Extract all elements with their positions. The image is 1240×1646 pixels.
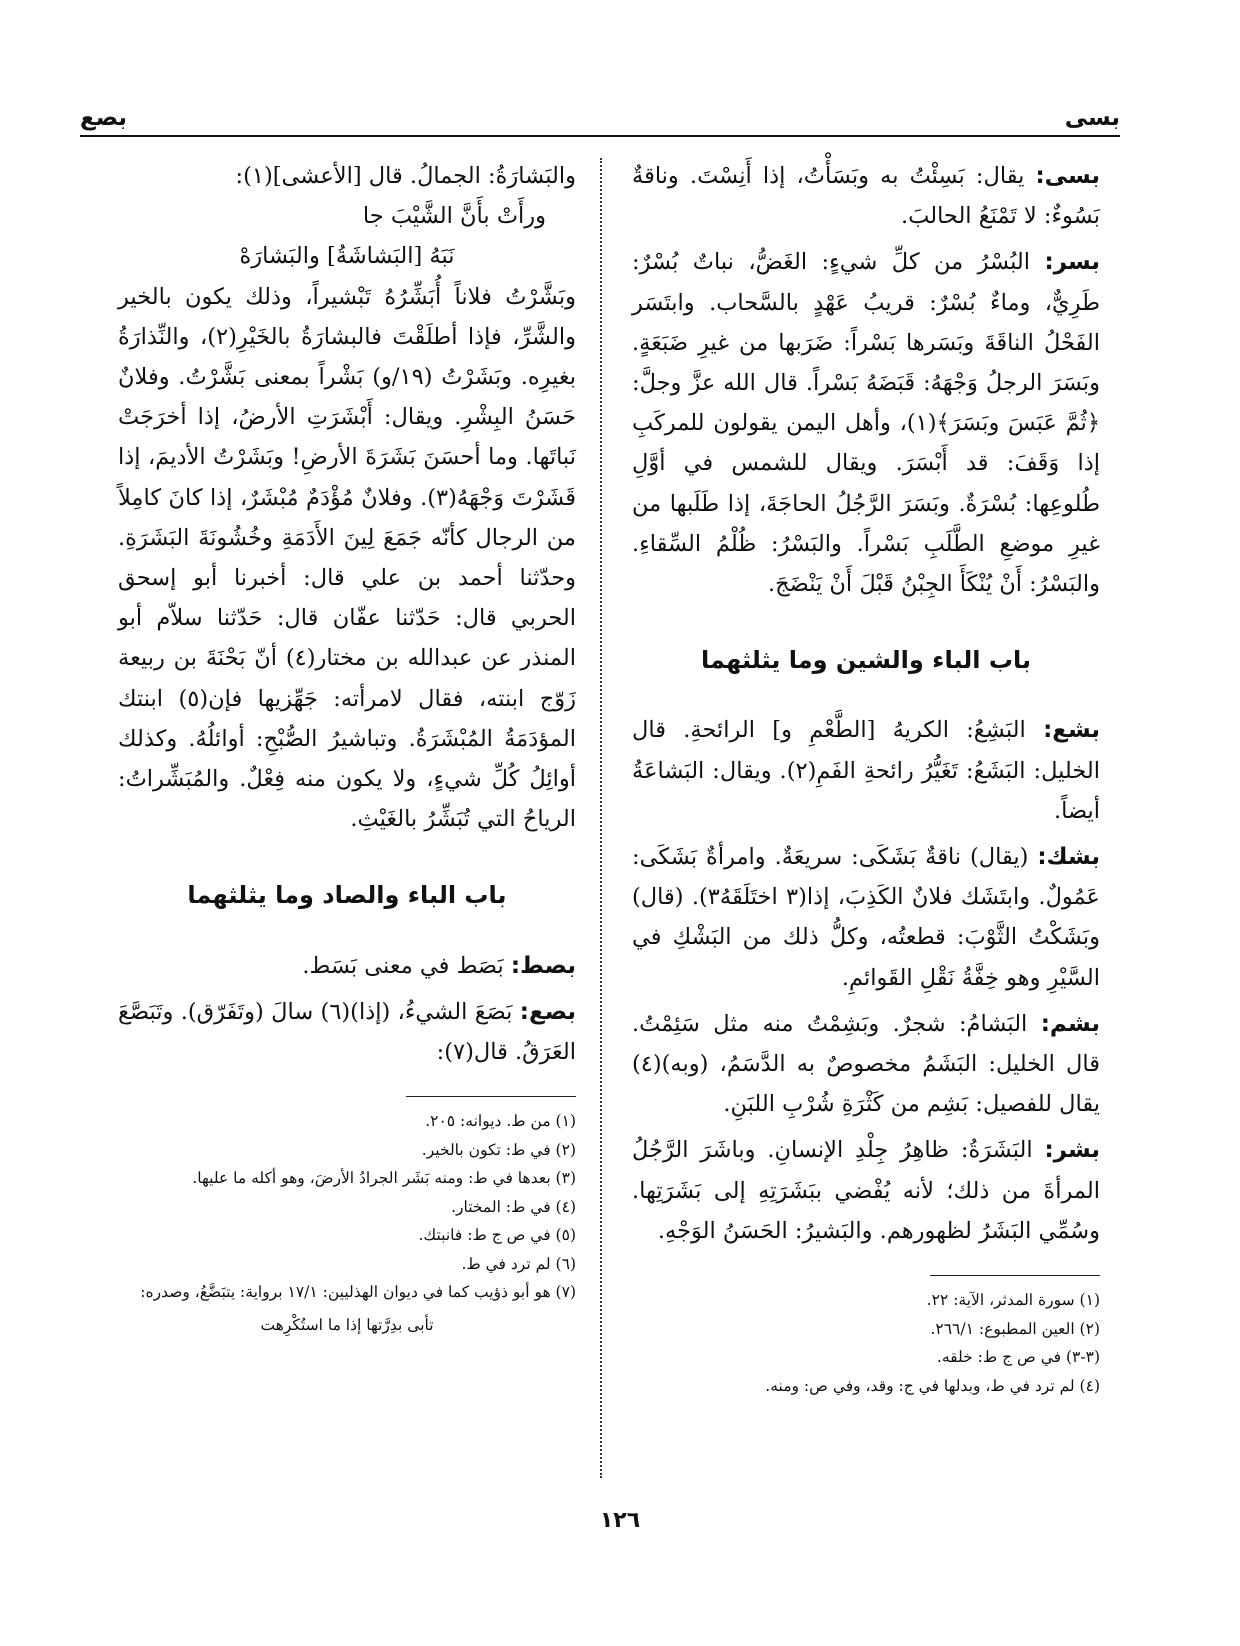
column-divider <box>600 158 602 1478</box>
footnote: (٥) في ص ج ط: فانبتك. <box>418 1226 576 1245</box>
page-number: ١٢٦ <box>599 1508 641 1533</box>
entry-text: البَشامُ: شجرٌ. وبَشِمْتُ منه مثل سَئِمْتُ. قال الخليل: البَشَمُ مخصوصٌ به الدَّسَمُ، (وبه)(٤) يقال للفصيل: بَشِم من كَثْرَةِ شُرْبِ اللبَنِ. <box>632 1010 1100 1118</box>
entry-headword: بسى: <box>1035 163 1100 189</box>
entry-text: بَصَط في معنى بَسَط. <box>302 952 504 979</box>
entry-text: بَصَعَ الشيءُ، (إذا)(٦) سالَ (وتَفَرّق). وتَبَصَّعَ العَرَقُ. قال(٧): <box>118 998 576 1066</box>
footnote: (١) سورة المدثر، الآية: ٢٢. <box>926 1291 1100 1310</box>
footnotes-right <box>632 1286 1100 1400</box>
footnotes-left <box>118 1107 576 1307</box>
entry-text: يقال: بَسِئْتُ به وبَسَأْتُ، إذا أَنِسْتَ. وناقةٌ بَسُوءٌ: لا تَمْنَعُ الحالبَ. <box>632 163 1100 230</box>
footnote: (٣) بعدها في ط: ومنه بَشَر الجرادُ الأرضَ، وهو أكله ما عليها. <box>192 1169 576 1188</box>
entry-bshk <box>632 837 1100 998</box>
footnote: (٦) لم ترد في ط. <box>461 1254 576 1273</box>
entry-headword: بصع: <box>519 998 576 1025</box>
entry-headword: بشع: <box>1043 717 1101 744</box>
entry-basa <box>632 156 1100 236</box>
entry-bsh-a <box>632 710 1100 831</box>
entry-headword: بشر: <box>1044 1137 1100 1164</box>
footnote: (٤) في ط: المختار. <box>451 1197 576 1216</box>
section-title-bash: باب الباء والشين وما يثلثهما <box>701 646 1031 675</box>
footnote-rule <box>930 1275 1100 1276</box>
footnote: (١) من ط. ديوانه: ٢٠٥. <box>425 1112 576 1131</box>
footnote: (٢) العين المطبوع: ٢٦٦/١. <box>930 1319 1100 1338</box>
entry-text: (يقال) ناقةٌ بَشَكَى: سريعَةٌ. وامرأةٌ بَشَكَى: عَمُولٌ. وابتَشَك فلانٌ الكَذِبَ، إذا(٣ اختَلَقَهُ٣). (قال) وبَشَكْتُ الثَّوْبَ: قطعتُه، وكلُّ ذلك من البَشْكِ في السَّيْرِ وهو خِفَّةُ نَقْلِ القَوائمِ. <box>632 844 1100 991</box>
left-column <box>118 156 576 1339</box>
intro-line: والبَشارَةُ: الجمالُ. قال [الأعشى](١): <box>235 163 576 189</box>
section-title-bas: باب الباء والصاد وما يثلثهما <box>187 881 507 910</box>
entry-bshr <box>632 1130 1100 1251</box>
entry-text: البُسْرُ من كلِّ شيءٍ: الغَضُّ، نباتٌ بُسْرٌ: طَرِيٌّ، وماءٌ بُسْرٌ: قريبُ عَهْدٍ بالسَّحاب. وابتَسَر الفَحْلُ الناقَةَ وبَسَرها بَسْراً: ضَرَبها من غيرِ ضَبَعَةٍ. وبَسَرَ الرجلُ وَجْهَهُ: قَبَضَهُ بَسْراً. قال الله عزَّ وجلَّ: ﴿ثُمَّ عَبَسَ وبَسَرَ﴾(١)، وأهل اليمن يقولون للمركَبِ إذا وَقَفَ: قد أَبْسَرَ. ويقال للشمس في أوَّلِ طُلوعِها: بُسْرَةٌ. وبَسَرَ الرَّجُلُ الحاجَةَ، إذا طَلَبها من غيرِ موضعِ الطَّلَبِ بَسْراً. والبَسْرُ: ظُلْمُ السِّقاءِ. والبَسْرُ: أَنْ يُنْكَأَ الجِبْنُ قَبْلَ أَنْ يَنْضَجَ. <box>632 249 1100 598</box>
entry-bsa <box>118 992 576 1072</box>
verse-line-2 <box>118 236 576 276</box>
footnote-rule <box>406 1096 576 1097</box>
header-left-word: بصع <box>80 105 128 131</box>
verse-line-1 <box>118 196 576 236</box>
body-paragraph: وبَشَّرْتُ فلاناً أُبَشِّرُهُ تَبْشيراً، وذلك يكون بالخير والشَّرِّ، فإذا أطلَقْتَ فالبشارَةُ بالخَيْرِ(٢)، والنِّذارَةُ بغيرِه. وبَشَرْتُ (١٩/و) بَشْراً بمعنى بَشَّرْتُ. وفلانٌ حَسَنُ البِشْرِ. ويقال: أَبْشَرَتِ الأرضُ، إذا أخرَجَتْ نَباتَها. وما أحسَنَ بَشَرَةَ الأرضِ! وبَشَرْتُ الأديمَ، إذا قَشَرْتَ وَجْهَهُ(٣). وفلانٌ مُؤْدَمٌ مُبْشَرٌ، إذا كانَ كامِلاً من الرجال كأنّه جَمَعَ لِينَ الأَدَمَةِ وخُشُونَةَ البَشَرَةِ. وحدّثنا أحمد بن علي قال: أخبرنا أبو إسحق الحربي قال: حَدّثنا عفّان قال: حَدّثنا سلاّم أبو المنذر عن عبدالله بن مختار(٤) أنّ بَحْنَةَ بن ربيعة زَوّج ابنته، فقال لامرأته: جَهِّزيها فإن(٥) ابنتك المؤدَمَةُ المُبْشَرَةُ. وتباشيرُ الصُّبْحِ: أوائلُهُ. وكذلك أوائِلُ كُلِّ شيءٍ، ولا يكون منه فِعْلٌ. والمُبَشِّراتُ: الرياحُ التي تُبَشِّرُ بالغَيْثِ. <box>118 283 577 833</box>
verse-hemistich: نَبَهُ [البَشاشَةُ] والبَشارَهْ <box>239 243 455 270</box>
entry-headword: بشك: <box>1037 844 1100 871</box>
entry-text: البَشَرَةُ: ظاهِرُ جِلْدِ الإنسانِ. وباشَرَ الرَّجُلُ المرأةَ من ذلك؛ لأنه يُفْضي ببَشَرَتِهِ إلى بَشَرَتِها. وسُمِّي البَشَرُ لظهورهم. والبَشيرُ: الحَسَنُ الوَجْهِ. <box>632 1137 1100 1244</box>
entry-bst <box>118 946 576 986</box>
header-right-word: بسى <box>1064 105 1120 131</box>
right-column <box>632 156 1100 1400</box>
entry-headword: بشم: <box>1040 1010 1101 1037</box>
footnote-verse: تأبى بدِرَّتها إذا ما استُكْرِهت <box>260 1315 434 1334</box>
verse-hemistich: ورأَتْ بأَنَّ الشَّيْبَ جا <box>362 203 546 230</box>
footnote: (٤) لم ترد في ط، وبدلها في ج: وقد، وفي ص: ومنه. <box>765 1376 1100 1395</box>
entry-basr <box>632 242 1100 604</box>
entry-headword: بصط: <box>510 952 576 979</box>
running-header <box>80 105 1120 135</box>
entry-text: البَشِعُ: الكريهُ [الطَّعْمِ و] الرائحةِ. قال الخليل: البَشَعُ: تَغَيُّرُ رائحةِ الفَمِ(٢). ويقال: البَشاعَةُ أيضاً. <box>632 717 1100 824</box>
entry-bshm <box>632 1004 1100 1125</box>
footnote: (٧) هو أبو ذؤيب كما في ديوان الهذليين: ١٧/١ برواية: يتبَضَّعُ، وصدره: <box>140 1283 576 1302</box>
entry-headword: بسر: <box>1044 249 1100 276</box>
footnote: (٢) في ط: تكون بالخير. <box>421 1140 576 1159</box>
footnote: (٣-٣) في ص ج ط: خلقه. <box>936 1348 1100 1367</box>
header-rule <box>80 135 1120 137</box>
